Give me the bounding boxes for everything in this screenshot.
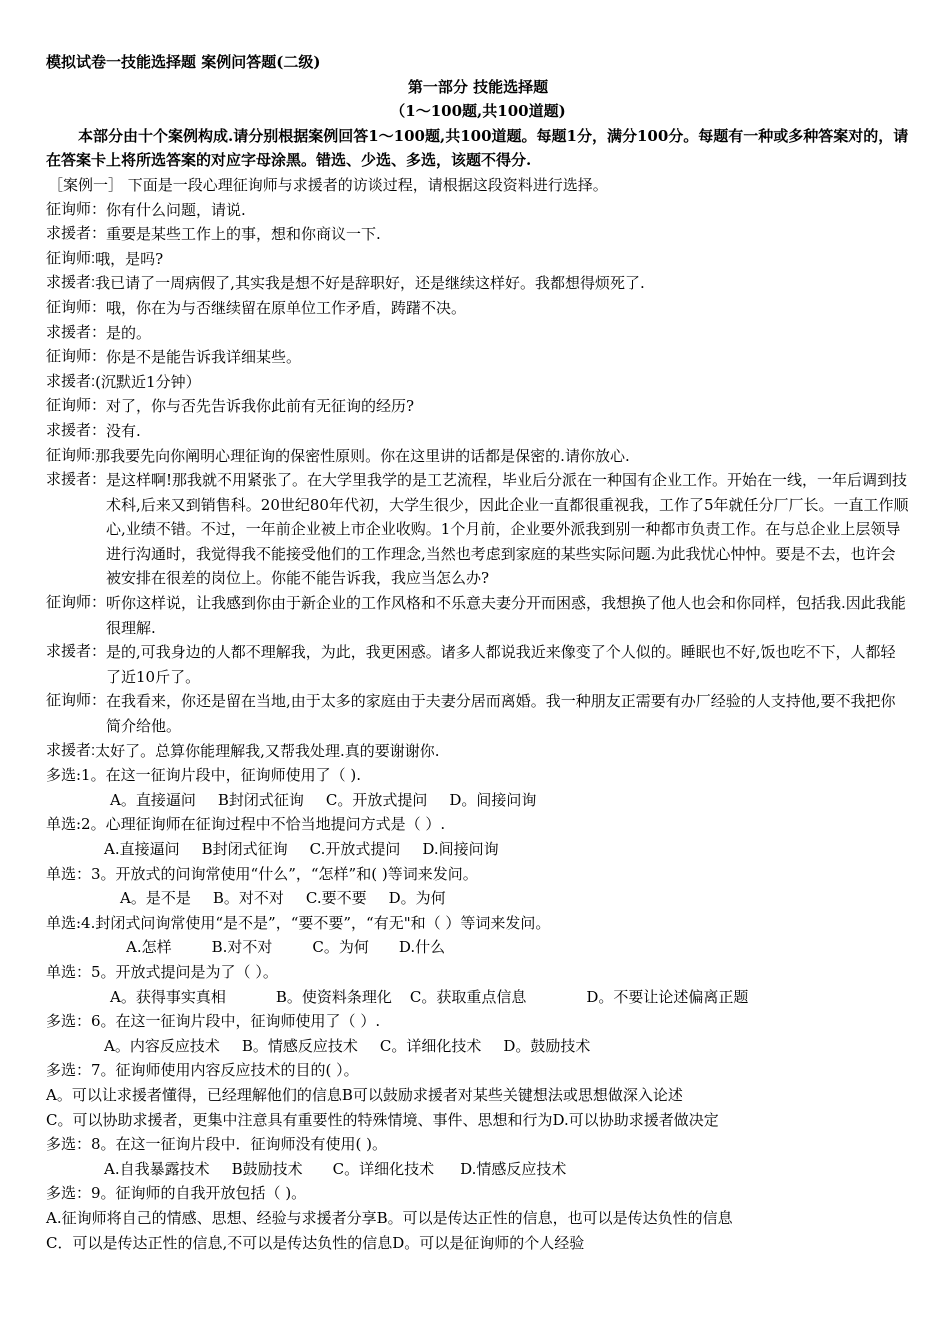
question-stem: 单选:2。心理征询师在征询过程中不恰当地提问方式是（ ）. [46, 815, 446, 834]
speaker-label: 求援者: [46, 274, 96, 292]
dialogue-line [46, 296, 910, 321]
speaker-label: 征询师： [46, 298, 107, 316]
question-7 [46, 1058, 910, 1132]
option-d: D。不要让论述偏离正题 [586, 987, 749, 1006]
question-stem: 单选：3。开放式的问询常使用“什么”，“怎样”和( )等词来发问。 [46, 864, 478, 883]
case-heading: ［案例一］ 下面是一段心理征询师与求援者的访谈过程，请根据这段资料进行选择。 [48, 175, 608, 194]
utterance: 是这样啊!那我就不用紧张了。在大学里我学的是工艺流程，毕业后分派在一种国有企业工作。开始在一线，一年后调到技术科,后来又到销售科。20世纪80年代初，大学生很少，因此企业一直都很重视我，工作了5年就任分厂厂长。一直工作顺心,业绩不错。不过，一年前企业被上市企业收购。1个月前，企业要外派我到别一种都市负责工作。在与总企业上层领导进行沟通时，我觉得我不能接受他们的工作理念,当然也考虑到家庭的某些实际问题.为此我忧心忡忡。要是不去，也许会被安排在很差的岗位上。你能不能告诉我，我应当怎么办? [106, 471, 909, 588]
option-d: D。为何 [388, 889, 446, 908]
speaker-label: 征询师: [46, 249, 96, 267]
option-a: A.怎样 [126, 938, 172, 957]
option-c: C。获取重点信息 [409, 987, 527, 1006]
question-list [46, 763, 910, 1255]
question-8 [46, 1132, 910, 1181]
option-a: A.直接逼问 [104, 840, 180, 858]
question-4 [46, 911, 910, 960]
option-c: C。详细化技术 [379, 1036, 482, 1055]
dialogue-line [46, 271, 910, 296]
option-line-ab: A。可以让求援者懂得，已经理解他们的信息B可以鼓励求援者对某些关键想法或思想做深入论述 [46, 1085, 683, 1104]
speaker-label: 求援者： [46, 643, 107, 661]
option-b: B。情感反应技术 [241, 1036, 358, 1055]
dialogue-line [46, 739, 910, 764]
dialogue-line [46, 689, 910, 738]
option-a: A。获得事实真相 [110, 987, 226, 1006]
dialogue-line [46, 345, 910, 370]
question-1 [46, 763, 910, 812]
dialogue-line [46, 591, 910, 640]
option-d: D.什么 [398, 938, 446, 957]
option-row [46, 788, 910, 813]
question-6 [46, 1009, 910, 1058]
utterance: 重要是某些工作上的事，想和你商议一下. [106, 225, 381, 244]
dialogue-line [46, 640, 910, 689]
utterance: 哦，是吗? [95, 249, 164, 268]
option-c: C。为何 [312, 938, 369, 957]
speaker-label: 征询师： [46, 348, 107, 366]
option-a: A.自我暴露技术 [104, 1159, 210, 1178]
speaker-label: 求援者： [46, 471, 107, 489]
option-a: A。直接逼问 [110, 790, 196, 809]
speaker-label: 求援者： [46, 421, 107, 439]
part-subheading: （1～100题,共100道题) [390, 102, 566, 121]
speaker-label: 求援者: [46, 741, 96, 759]
dialogue-line [46, 370, 910, 395]
dialogue-line [46, 247, 910, 272]
utterance: 对了，你与否先告诉我你此前有无征询的经历? [106, 397, 415, 416]
intro-paragraph: 本部分由十个案例构成.请分别根据案例回答1～100题,共100道题。每题1分，满分100分。每题有一种或多种答案对的，请在答案卡上将所选答案的对应字母涂黑。错选、少选、多选，该题不得分. [46, 126, 909, 170]
dialogue-line [46, 222, 910, 247]
option-c: C。开放式提问 [325, 790, 428, 809]
option-row [46, 1157, 910, 1182]
utterance: 我已请了一周病假了,其实我是想不好是辞职好，还是继续这样好。我都想得烦死了. [95, 274, 645, 293]
question-stem: 单选:4.封闭式问询常使用“是不是”，“要不要”，“有无"和（ ）等词来发问。 [46, 913, 551, 932]
dialogue-line [46, 419, 910, 444]
question-stem: 多选：7。征询师使用内容反应技术的目的( ）。 [46, 1061, 359, 1080]
option-line-cd: C。可以协助求援者，更集中注意具有重要性的特殊情境、事件、思想和行为D.可以协助求援者做决定 [46, 1110, 719, 1129]
option-line-cd: C．可以是传达正性的信息,不可以是传达负性的信息D。可以是征询师的个人经验 [46, 1233, 585, 1252]
question-stem: 多选:1。在这一征询片段中，征询师使用了（ ). [46, 766, 361, 785]
question-stem: 多选：6。在这一征询片段中，征询师使用了（ ）. [46, 1012, 381, 1031]
question-5 [46, 960, 910, 1009]
option-a: A。是不是 [120, 889, 191, 908]
utterance: 没有. [106, 421, 141, 440]
speaker-label: 求援者： [46, 323, 107, 341]
option-b: B。对不对 [212, 889, 284, 908]
speaker-label: 征询师： [46, 692, 107, 710]
doc-title: 模拟试卷一技能选择题 案例问答题(二级) [46, 53, 321, 71]
speaker-label: 求援者: [46, 372, 96, 390]
option-row [46, 935, 910, 960]
dialogue-line [46, 394, 910, 419]
question-stem: 多选：8。在这一征询片段中．征询师没有使用( )。 [46, 1135, 388, 1154]
utterance: 太好了。总算你能理解我,又帮我处理.真的要谢谢你. [95, 741, 440, 760]
utterance: 是的。 [106, 323, 152, 342]
question-2 [46, 812, 910, 861]
option-b: B封闭式征询 [217, 790, 304, 809]
option-row [46, 1034, 910, 1059]
utterance: 你是不是能告诉我详细某些。 [106, 348, 302, 367]
option-c: C.开放式提问 [309, 840, 401, 858]
dialogue-line [46, 321, 910, 346]
utterance: (沉默近1分钟） [95, 372, 201, 391]
option-row [46, 985, 910, 1010]
dialogue [46, 198, 910, 764]
question-stem: 单选：5。开放式提问是为了（ ）。 [46, 962, 278, 981]
option-a: A。内容反应技术 [104, 1036, 220, 1055]
utterance: 那我要先向你阐明心理征询的保密性原则。你在这里讲的话都是保密的.请你放心. [95, 446, 630, 465]
option-row [46, 837, 910, 862]
option-c: C.要不要 [305, 889, 367, 908]
question-3 [46, 862, 910, 911]
option-d: D。鼓励技术 [503, 1036, 591, 1055]
speaker-label: 征询师： [46, 200, 107, 218]
dialogue-line [46, 444, 910, 469]
option-d: D.间接问询 [422, 840, 499, 858]
question-9 [46, 1181, 910, 1255]
option-b: B。使资料条理化 [275, 987, 392, 1006]
utterance: 哦，你在为与否继续留在原单位工作矛盾，踌躇不决。 [106, 298, 467, 317]
part-heading: 第一部分 技能选择题 [407, 77, 549, 96]
dialogue-line [46, 468, 910, 591]
option-c: C。详细化技术 [332, 1159, 435, 1178]
utterance: 是的,可我身边的人都不理解我，为此，我更困惑。诸多人都说我近来像变了个人似的。睡眠也不好,饭也吃不下，人都轻了近10斤了。 [106, 643, 896, 686]
option-line-ab: A.征询师将自己的情感、思想、经验与求援者分享B。可以是传达正性的信息，也可以是传达负性的信息 [46, 1208, 733, 1227]
speaker-label: 征询师： [46, 397, 107, 415]
option-row [46, 886, 910, 911]
option-b: B封闭式征询 [201, 840, 288, 858]
speaker-label: 求援者： [46, 225, 107, 243]
utterance: 你有什么问题，请说. [106, 200, 246, 219]
speaker-label: 征询师： [46, 594, 107, 612]
utterance: 在我看来，你还是留在当地,由于太多的家庭由于夫妻分居而离婚。我一种朋友正需要有办厂经验的人支持他,要不我把你简介给他。 [106, 692, 896, 736]
dialogue-line [46, 198, 910, 223]
speaker-label: 征询师: [46, 446, 96, 464]
option-b: B鼓励技术 [231, 1159, 303, 1178]
option-d: D.情感反应技术 [460, 1159, 567, 1178]
option-b: B.对不对 [211, 938, 273, 957]
utterance: 听你这样说，让我感到你由于新企业的工作风格和不乐意夫妻分开而困惑，我想换了他人也会和你同样，包括我.因此我能很理解. [106, 594, 906, 637]
question-stem: 多选：9。征询师的自我开放包括（ )。 [46, 1184, 307, 1203]
option-d: D。间接问询 [449, 790, 537, 809]
